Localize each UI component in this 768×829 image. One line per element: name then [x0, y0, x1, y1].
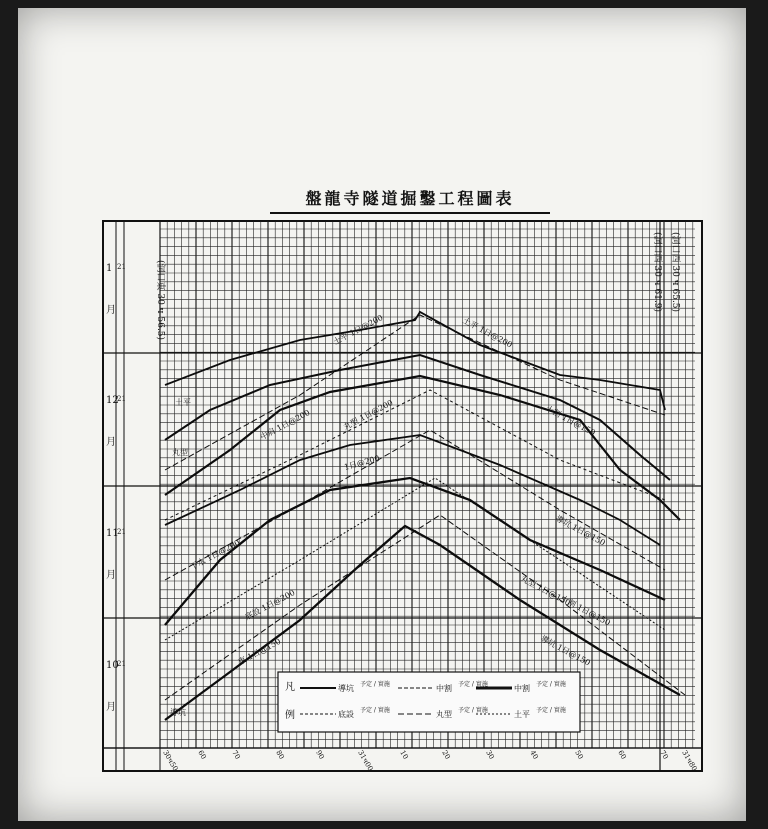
- curve-label: 底設 1日@200: [243, 588, 297, 622]
- month-label: 月: [106, 305, 116, 316]
- curve-label: 1日@200: [343, 453, 381, 472]
- month-label: 月: [106, 570, 116, 581]
- x-tick-label: 80: [274, 749, 286, 761]
- legend-item-label: 導坑: [338, 684, 354, 693]
- curve-label: 導坑 1日@150: [539, 633, 592, 668]
- month-label: 月: [106, 702, 116, 713]
- legend-item-label: 丸型: [436, 710, 452, 719]
- curve-label: 土平 1日@200: [331, 313, 385, 347]
- month-day-label: 21: [117, 263, 126, 271]
- curve-label: 中肩 1日@200: [258, 408, 312, 442]
- curve-label: 丸型: [172, 448, 188, 457]
- curve-label: 丸型 1日@200: [341, 398, 395, 432]
- curve-label: 土平: [175, 398, 191, 407]
- right-portal-label: (洞口西 30 ч 65.5): [670, 232, 680, 313]
- legend-item-label: 土平: [514, 710, 530, 719]
- month-label: 月: [106, 437, 116, 448]
- left-portal-label: (洞口東 30 ч 56.5): [155, 260, 165, 341]
- x-tick-label: 10: [398, 749, 410, 761]
- x-tick-label: 31ч00: [356, 749, 375, 773]
- document-title: 盤龍寺隧道掘鑿工程圖表: [270, 186, 550, 214]
- month-year-label: 10: [106, 660, 119, 671]
- x-tick-label: 20: [440, 749, 452, 761]
- x-tick-label: 90: [314, 749, 326, 761]
- month-day-label: 21: [117, 528, 126, 536]
- legend-heading-bottom: 例: [285, 710, 295, 721]
- month-day-label: 21: [117, 660, 126, 668]
- curve-label: 東 1日@150: [236, 636, 283, 667]
- x-tick-label: 60: [196, 749, 208, 761]
- month-year-label: 1: [106, 263, 113, 274]
- planned-curve: [165, 390, 665, 520]
- x-tick-label: 70: [230, 749, 242, 761]
- legend: [278, 672, 580, 732]
- legend-item-sub: 予定 / 實施: [536, 707, 566, 714]
- x-tick-label: 31ч80: [680, 749, 699, 773]
- legend-item-sub: 予定 / 實施: [458, 707, 488, 714]
- legend-item-label: 底設: [338, 710, 354, 719]
- x-tick-label: 40: [528, 749, 540, 761]
- curve-label: 丸型 1日@150: [519, 573, 572, 608]
- actual-curve: [165, 478, 665, 625]
- legend-item-label: 中割: [436, 684, 452, 693]
- legend-heading-top: 凡: [285, 682, 295, 693]
- x-tick-label: 50: [573, 749, 585, 761]
- month-year-label: 11: [106, 528, 119, 539]
- x-tick-label: 30: [484, 749, 496, 761]
- curve-label: 十割 1日@150: [544, 403, 597, 438]
- curve-label: 下水 1日@200: [188, 538, 242, 572]
- curve-label: 導坑: [170, 708, 186, 717]
- legend-item-sub: 予定 / 實施: [536, 681, 566, 688]
- actual-curve: [165, 355, 670, 480]
- curve-label: 導坑 1日@150: [554, 513, 607, 548]
- curve-label: 土平 1日@200: [461, 315, 514, 350]
- right-portal-label: (洞口西 30 ч 61.9): [652, 232, 662, 313]
- month-day-label: 21: [117, 395, 126, 403]
- legend-item-sub: 予定 / 實施: [360, 681, 390, 688]
- x-tick-label: 30ч50: [161, 749, 180, 773]
- legend-item-sub: 予定 / 實施: [360, 707, 390, 714]
- month-year-label: 12: [106, 395, 119, 406]
- legend-item-label: 中割: [514, 684, 530, 693]
- legend-item-sub: 予定 / 實施: [458, 681, 488, 688]
- curve-label: 十割 1日@150: [559, 593, 612, 628]
- x-tick-label: 70: [658, 749, 670, 761]
- x-tick-label: 60: [616, 749, 628, 761]
- legend-box: [278, 672, 580, 732]
- planned-curve: [165, 315, 665, 470]
